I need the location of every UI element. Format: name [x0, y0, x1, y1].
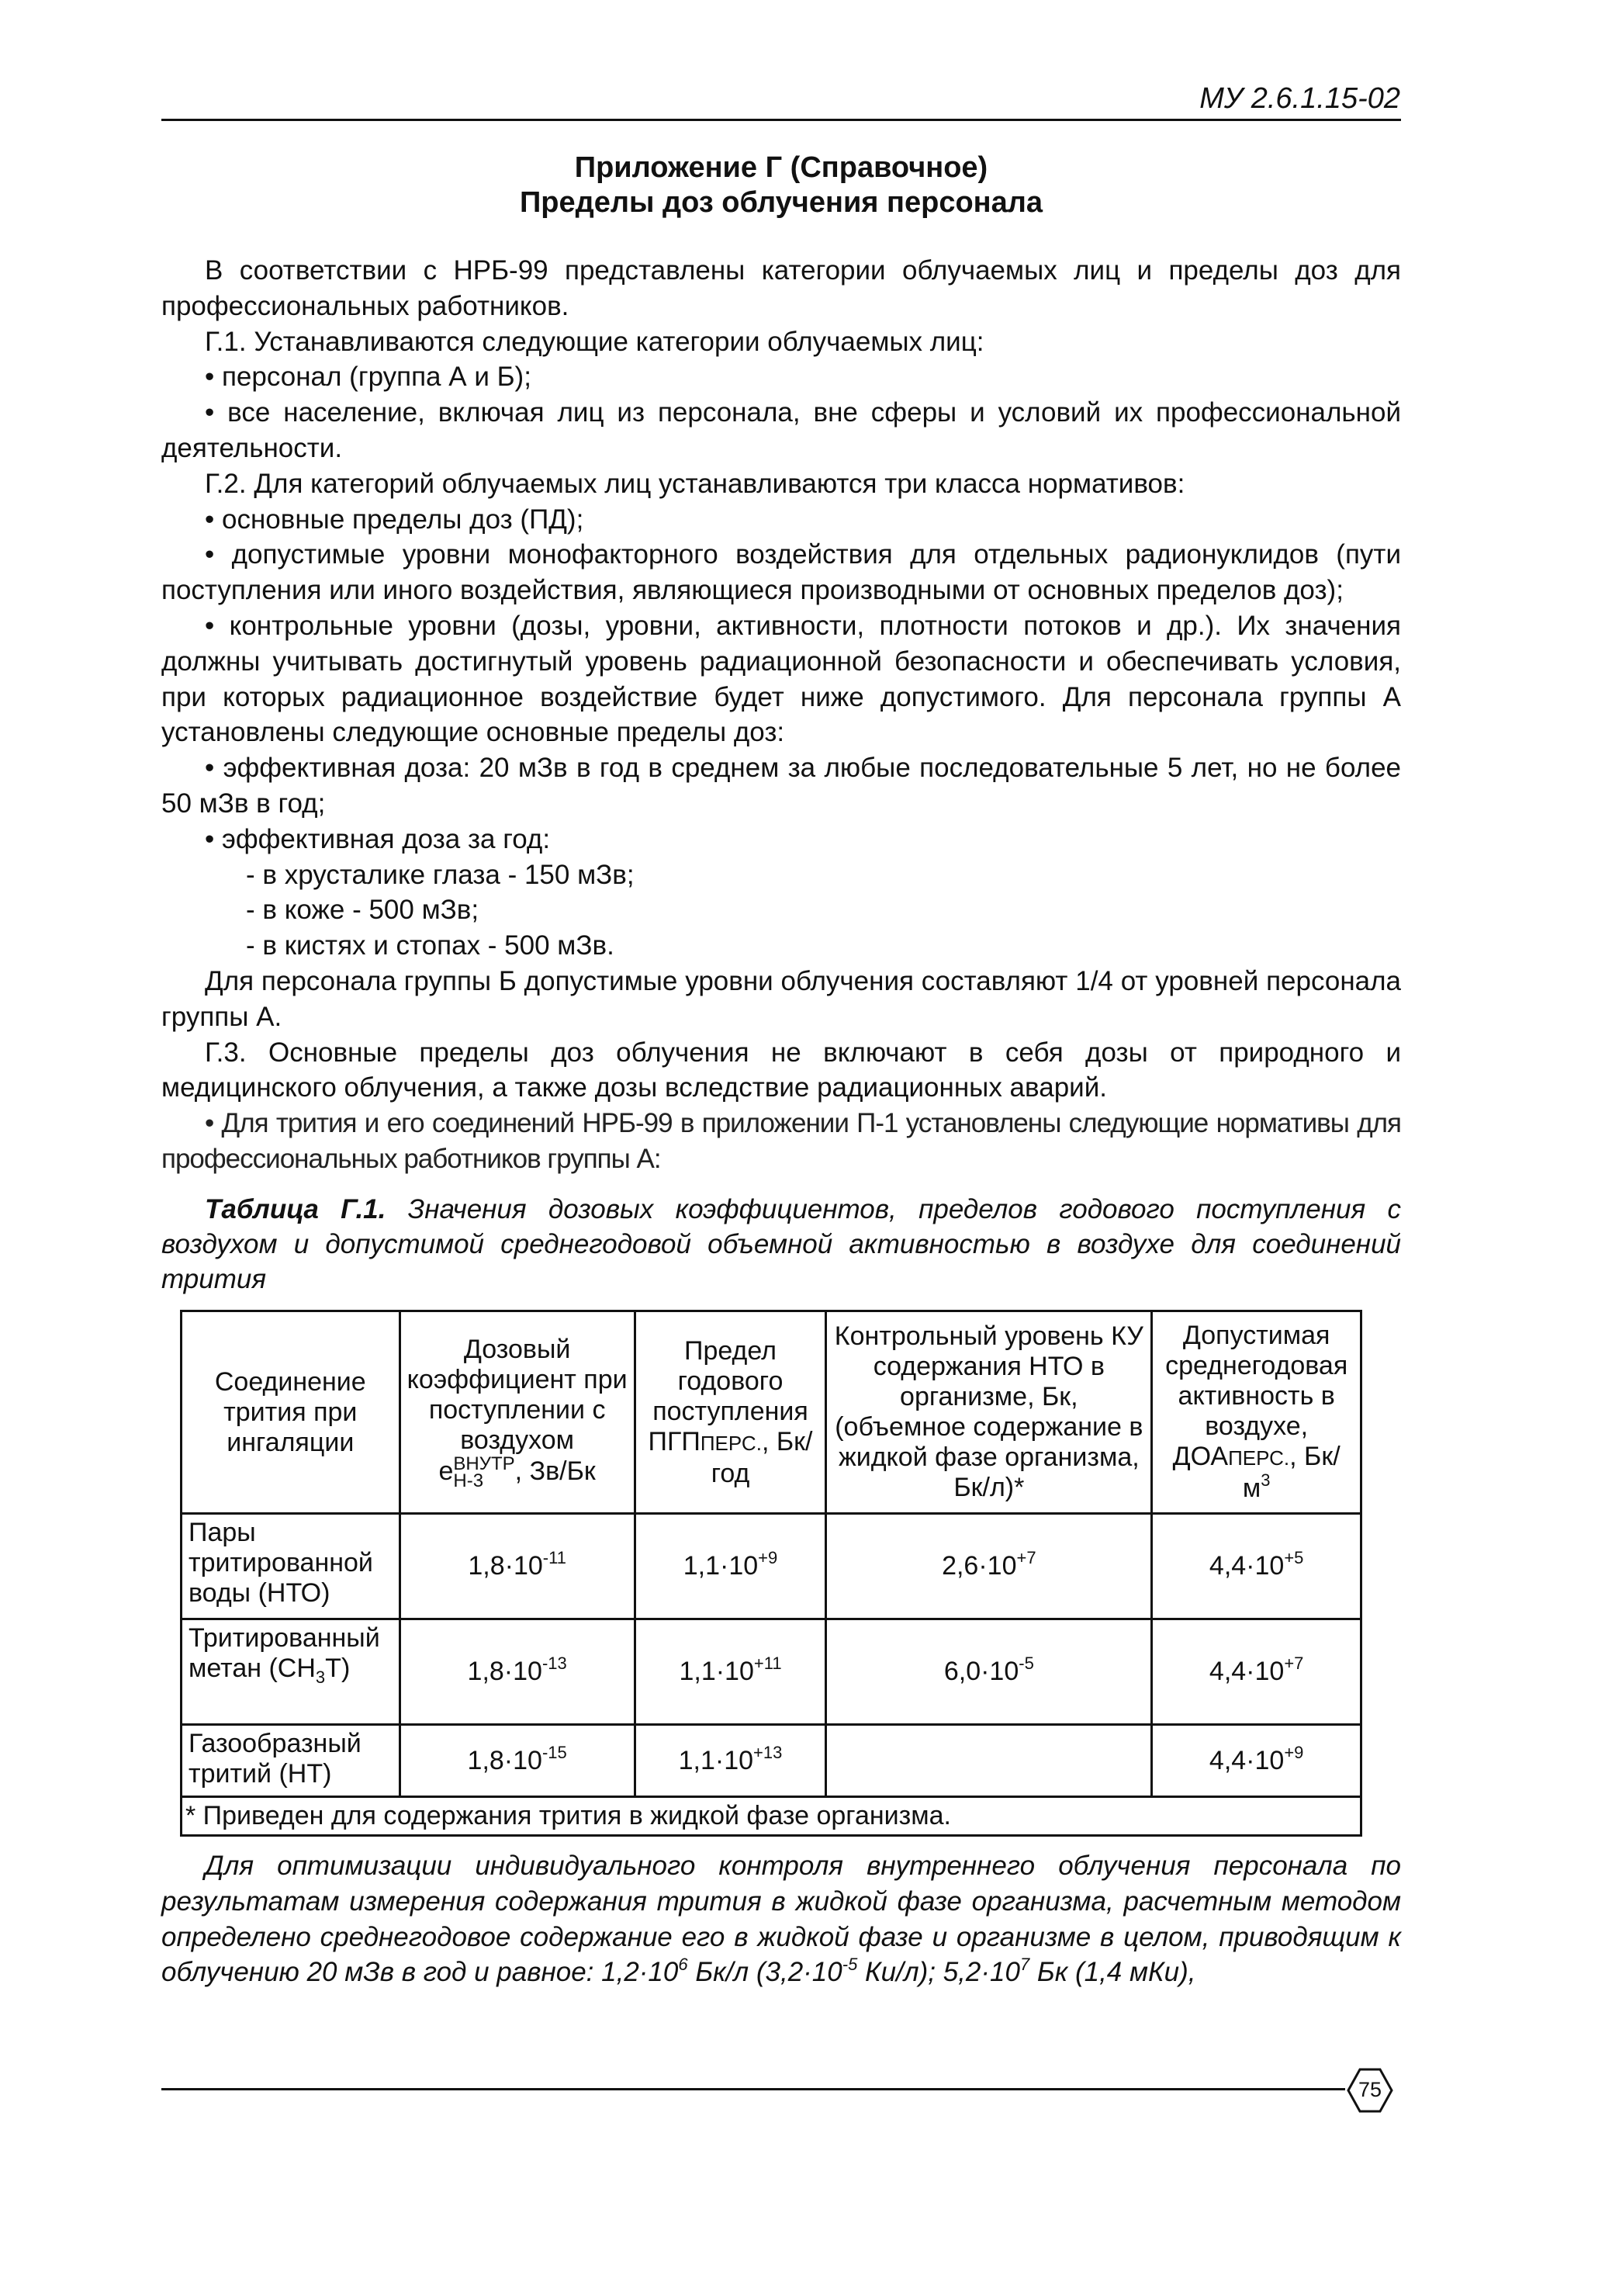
table-caption-label: Таблица Г.1.: [205, 1194, 386, 1224]
value-exponent: +5: [1284, 1548, 1304, 1567]
header-dose-coefficient-text: Дозовый коэффициент при поступлении с воздухом: [406, 1335, 628, 1455]
cell-control-level: [826, 1514, 1152, 1619]
value-exponent: -15: [541, 1742, 567, 1762]
page-number: 75: [1358, 2078, 1382, 2101]
cell-compound: Пары тритированной воды (НТО): [182, 1514, 400, 1619]
dash-skin: - в коже - 500 мЗв;: [246, 895, 479, 926]
text-part: Для оптимизации индивидуального контроля внутреннего облучения персонала по результатам измерения содержания трития в жидкой фазе организма, расчетным методом определено среднегодовое содержание его в жидкой фазе и организме в целом, приводящим к облучению 20 мЗв в год и равное: 1,2·10: [161, 1851, 1401, 1988]
value-exponent: +11: [753, 1654, 782, 1673]
header-permissible-activity-text: Допустимая среднегодовая активность в воздухе,: [1165, 1321, 1348, 1441]
cell-control-level: [826, 1619, 1152, 1725]
dash-hands-feet: - в кистях и стопах - 500 мЗв.: [246, 930, 614, 961]
header-annual-limit: [635, 1311, 826, 1514]
value-mantissa: 4,4·10: [1209, 1657, 1285, 1686]
exponent: 7: [1019, 1955, 1030, 1975]
bullet-effective-dose-year: • эффективная доза за год:: [205, 823, 551, 854]
paragraph-intro: В соответствии с НРБ-99 представлены категории облучаемых лиц и пределы доз для профессиональных работников.: [161, 255, 1401, 321]
value-mantissa: 1,1·10: [678, 1745, 754, 1775]
header-compound: Соединение трития при ингаляции: [182, 1311, 400, 1514]
appendix-title: Приложение Г (Справочное): [574, 151, 988, 184]
header-dose-coefficient-unit: , Зв/Бк: [514, 1456, 596, 1486]
table-footnote: * Приведен для содержания трития в жидкой фазе организма.: [182, 1797, 1361, 1836]
cell-permissible-activity: [1152, 1725, 1361, 1797]
cell-annual-limit: [635, 1514, 826, 1619]
cell-dose-coefficient: [400, 1619, 635, 1725]
value-exponent: +13: [753, 1742, 783, 1762]
cell-annual-limit: [635, 1725, 826, 1797]
paragraph-tritium-norms: • Для трития и его соединений НРБ-99 в приложении П-1 установлены следующие нормативы для профессиональных работников группы А:: [161, 1108, 1401, 1174]
value-mantissa: 1,8·10: [467, 1745, 542, 1775]
paragraph-g1: Г.1. Устанавливаются следующие категории облучаемых лиц:: [205, 326, 984, 357]
header-dose-coefficient-sub: Н-3: [453, 1470, 484, 1491]
table-caption-text: Значения дозовых коэффициентов, пределов годового поступления с воздухом и допустимой среднегодовой объемной активностью в воздухе для соединений трития: [161, 1194, 1401, 1294]
bullet-dose-limits: • основные пределы доз (ПД);: [205, 504, 584, 535]
value-mantissa: 1,8·10: [467, 1657, 542, 1686]
value-mantissa: 4,4·10: [1209, 1745, 1285, 1775]
bullet-personnel: • персонал (группа А и Б);: [205, 362, 531, 393]
cell-annual-limit: [635, 1619, 826, 1725]
table-row: [182, 1619, 1361, 1725]
text-part: Бк/л (3,2·10: [687, 1957, 842, 1988]
header-dose-coefficient-symbol: e: [438, 1456, 454, 1486]
compound-name-part: Тритированный метан (CH: [189, 1623, 380, 1683]
bullet-effective-dose: • эффективная доза: 20 мЗв в год в среднем за любые последовательные 5 лет, но не более 50 мЗв в год;: [161, 753, 1401, 819]
header-control-level: Контрольный уровень КУ содержания НТО в организме, Бк, (объемное содержание в жидкой фазе организма, Бк/л)*: [826, 1311, 1152, 1514]
value-exponent: +7: [1284, 1654, 1304, 1673]
header-annual-limit-text: Предел годового поступления: [652, 1335, 808, 1426]
header-permissible-activity-unit: , Бк/м: [1242, 1442, 1341, 1503]
dash-eye-lens: - в хрусталике глаза - 150 мЗв;: [246, 859, 635, 890]
text-part: Бк (1,4 мКи),: [1029, 1957, 1196, 1988]
value-mantissa: 1,8·10: [468, 1551, 543, 1581]
header-permissible-activity-sub: ПЕРС.: [1228, 1446, 1290, 1470]
cell-dose-coefficient: [400, 1514, 635, 1619]
value-exponent: +7: [1016, 1548, 1036, 1567]
appendix-subtitle: Пределы доз облучения персонала: [519, 186, 1043, 219]
cell-control-level: [826, 1725, 1152, 1797]
header-permissible-activity-unit-sup: 3: [1261, 1470, 1271, 1490]
after-table-text: [161, 1848, 1401, 1990]
body-text: [161, 253, 1401, 1177]
table-header-row: [182, 1311, 1361, 1514]
header-annual-limit-unit: , Бк/год: [711, 1426, 813, 1488]
exponent: 6: [678, 1955, 688, 1975]
header-permissible-activity: [1152, 1311, 1361, 1514]
bullet-population: • все население, включая лиц из персонала, вне сферы и условий их профессиональной деятельности.: [161, 397, 1401, 463]
value-exponent: -13: [541, 1654, 567, 1673]
header-dose-coefficient-sup: ВНУТР: [453, 1453, 515, 1474]
table-caption: [161, 1192, 1401, 1297]
value-exponent: +9: [758, 1548, 778, 1567]
paragraph-group-b: Для персонала группы Б допустимые уровни облучения составляют 1/4 от уровней персонала группы А.: [161, 965, 1401, 1032]
table-footnote-row: [182, 1797, 1361, 1836]
cell-permissible-activity: [1152, 1619, 1361, 1725]
value-exponent: -5: [1019, 1654, 1034, 1673]
tritium-dose-table: [180, 1310, 1362, 1837]
exponent: -5: [842, 1955, 858, 1975]
value-mantissa: 4,4·10: [1209, 1551, 1285, 1581]
compound-name-part: T): [325, 1654, 351, 1683]
value-mantissa: 2,6·10: [942, 1551, 1017, 1581]
table-row: [182, 1725, 1361, 1797]
paragraph-g3: Г.3. Основные пределы доз облучения не включают в себя дозы от природного и медицинского облучения, а также дозы вследствие радиационных аварий.: [161, 1037, 1401, 1103]
document-code: МУ 2.6.1.15-02: [1199, 82, 1400, 115]
value-exponent: -11: [542, 1548, 566, 1567]
cell-permissible-activity: [1152, 1514, 1361, 1619]
paragraph-optimization: [161, 1848, 1401, 1990]
table-row: [182, 1514, 1361, 1619]
compound-subscript: 3: [315, 1667, 326, 1687]
cell-compound: Газообразный тритий (HT): [182, 1725, 400, 1797]
header-dose-coefficient: [400, 1311, 635, 1514]
cell-compound: [182, 1619, 400, 1725]
header-annual-limit-sub: ПЕРС.: [700, 1431, 762, 1455]
bullet-permissible-levels: • допустимые уровни монофакторного воздействия для отдельных радионуклидов (пути поступления или иного воздействия, являющиеся производными от основных пределов доз);: [161, 539, 1401, 606]
header-annual-limit-symbol: ПГП: [648, 1426, 701, 1456]
text-part: Ки/л); 5,2·10: [857, 1957, 1020, 1988]
value-mantissa: 1,1·10: [679, 1657, 754, 1686]
bullet-control-levels: • контрольные уровни (дозы, уровни, активности, плотности потоков и др.). Их значения должны учитывать достигнутый уровень радиационной безопасности и обеспечивать условия, при которых радиационное воздействие будет ниже допустимого. Для персонала группы А установлены следующие основные пределы доз:: [161, 610, 1401, 748]
cell-dose-coefficient: [400, 1725, 635, 1797]
footer-rule: [161, 2088, 1345, 2090]
value-exponent: +9: [1284, 1742, 1304, 1762]
header-permissible-activity-symbol: ДОА: [1172, 1442, 1229, 1471]
value-mantissa: 6,0·10: [943, 1657, 1019, 1686]
value-mantissa: 1,1·10: [683, 1551, 759, 1581]
header-rule: [161, 119, 1401, 121]
paragraph-g2: Г.2. Для категорий облучаемых лиц устанавливаются три класса нормативов:: [205, 468, 1185, 499]
